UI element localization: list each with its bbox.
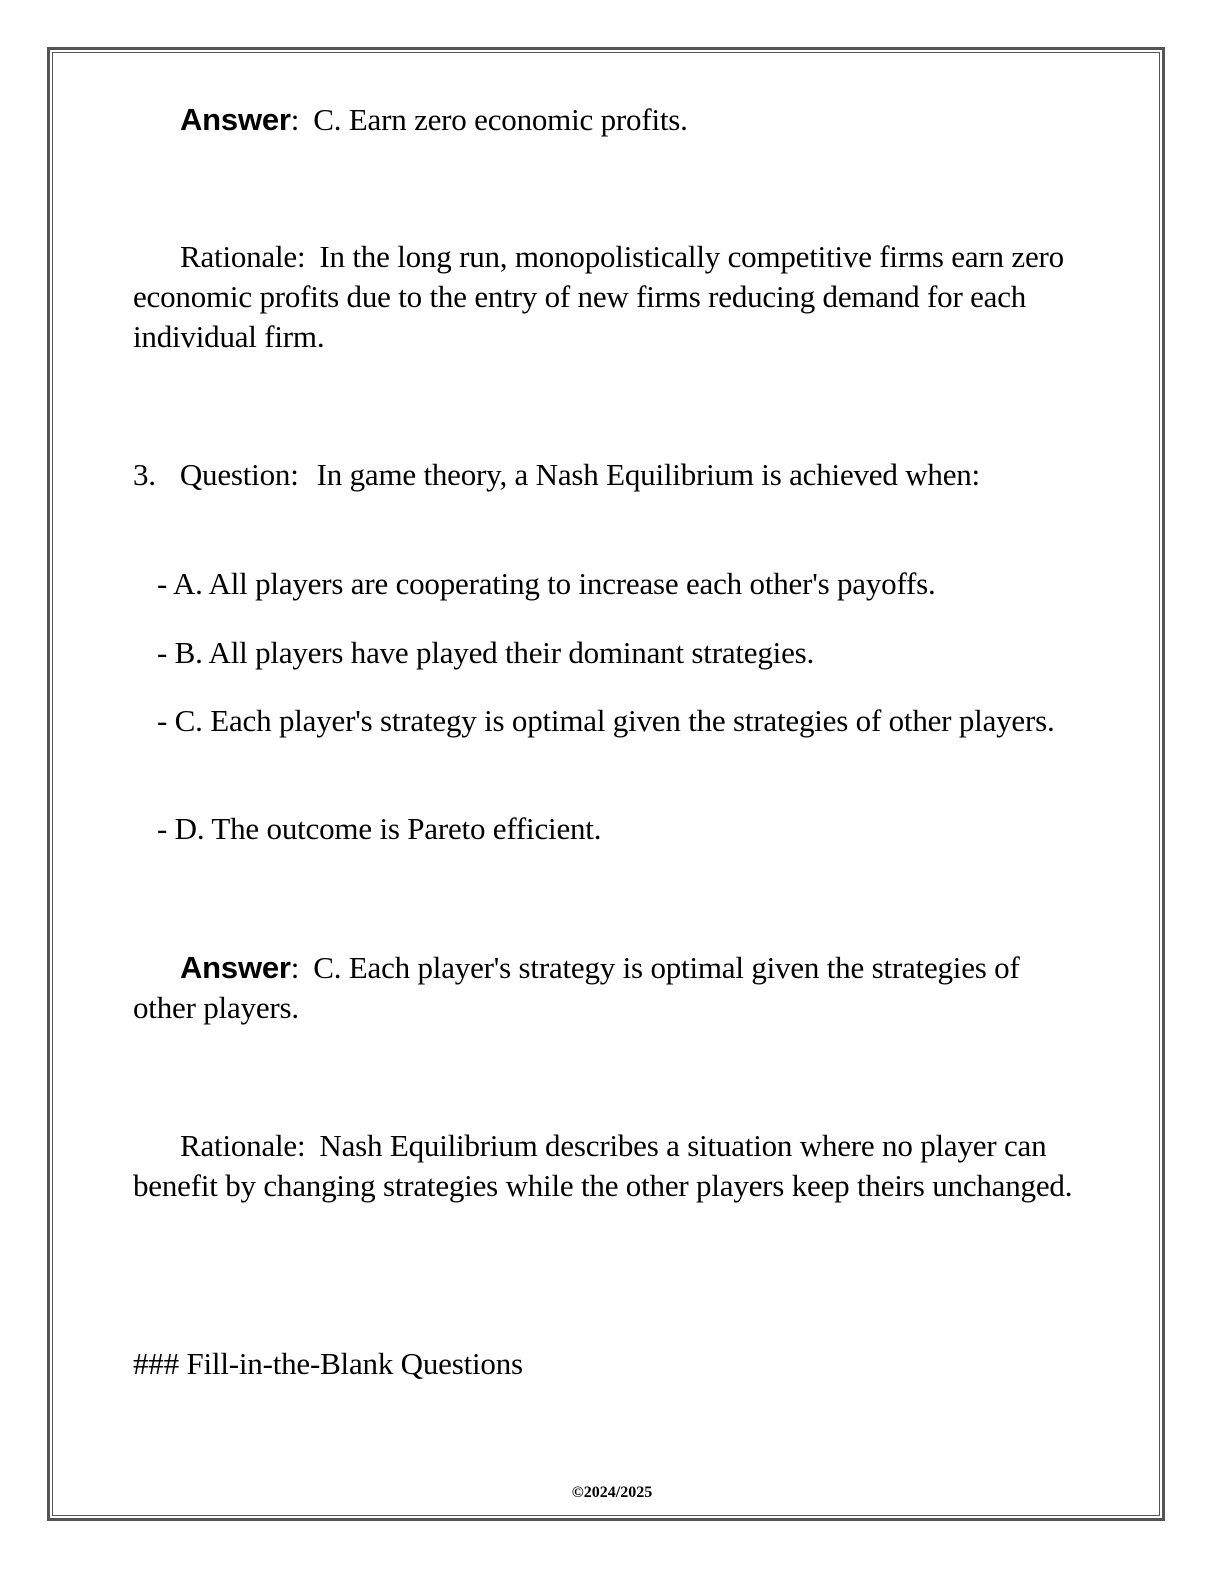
q2-rationale (133, 237, 1073, 357)
q3-question-label: Question: (179, 457, 299, 492)
q3-option-c (133, 701, 1073, 741)
q2-answer-label: Answer (180, 102, 291, 137)
q2-answer-text: C. Earn zero economic profits. (313, 102, 688, 137)
q3-option-a-text: - A. All players are cooperating to increase each other's payoffs. (157, 566, 936, 601)
q3-number: 3. (133, 457, 156, 492)
page-footer: ©2024/2025 (571, 1484, 653, 1501)
q3-answer-label: Answer (180, 950, 291, 985)
q2-answer: Answer: C. Earn zero economic profits. (180, 102, 688, 137)
q3-option-b (133, 633, 1073, 673)
q3-option-c-text: - C. Each player's strategy is optimal given the strategies of other players. (157, 703, 1055, 738)
q3-answer: Answer: C. Each player's strategy is optimal given the strategies of other players. (133, 950, 1020, 1025)
q3-rationale (133, 1126, 1073, 1206)
q2-rationale-label: Rationale: (180, 239, 306, 274)
q3-option-b-text: - B. All players have played their dominant strategies. (157, 635, 815, 670)
q2-rationale-text: In the long run, monopolistically competitive firms earn zero economic profits due to the entry of new firms reducing demand for each individual firm. (133, 239, 1064, 354)
q3-option-d-text: - D. The outcome is Pareto efficient. (157, 811, 602, 846)
q3-rationale-label: Rationale: (180, 1128, 306, 1163)
q3-option-a (133, 564, 1073, 604)
section-heading: ### Fill-in-the-Blank Questions (133, 1346, 523, 1381)
q3-question (133, 455, 1073, 495)
q3-rationale-text: Nash Equilibrium describes a situation where no player can benefit by changing strategies while the other players keep theirs unchanged. (133, 1128, 1073, 1203)
q3-question-text: In game theory, a Nash Equilibrium is achieved when: (316, 457, 980, 492)
q3-option-d (133, 809, 1073, 849)
q3-answer-text: C. Each player's strategy is optimal given the strategies of other players. (133, 950, 1020, 1025)
